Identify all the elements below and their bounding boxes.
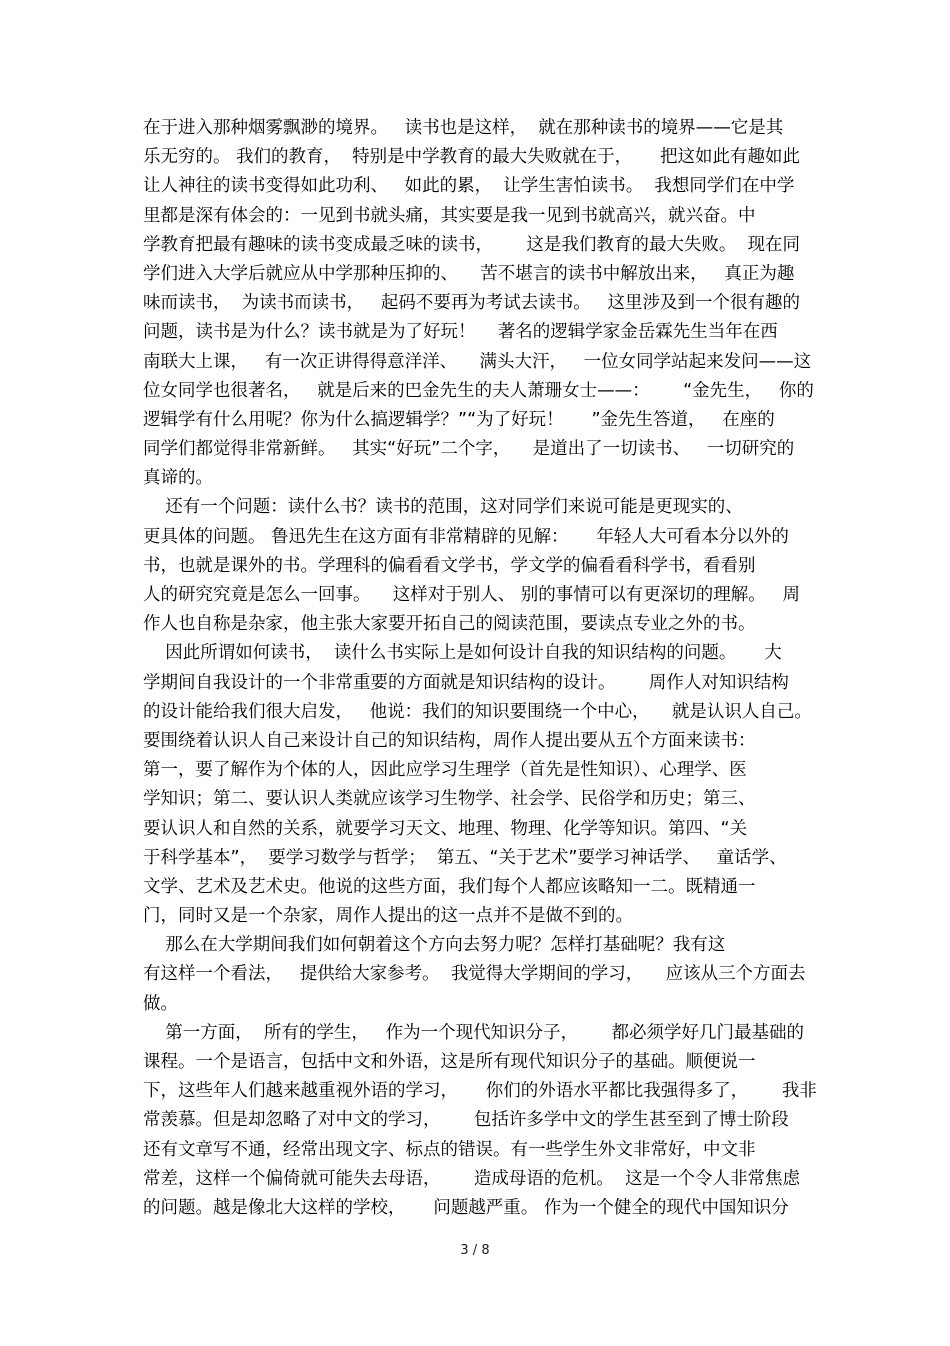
text-line: 还有一个问题：读什么书？读书的范围，这对同学们来说可能是更现实的、 <box>143 497 743 518</box>
text-line: 逻辑学有什么用呢？你为什么搞逻辑学？”“为了好玩！ ”金先生答道， 在座的 <box>143 409 775 430</box>
text-line: 味而读书， 为读书而读书， 起码不要再为考试去读书。 这里涉及到一个很有趣的 <box>143 293 800 314</box>
text-line: 学们进入大学后就应从中学那种压抑的、 苦不堪言的读书中解放出来， 真正为趣 <box>143 263 795 284</box>
text-line: 的问题。越是像北大这样的学校， 问题越严重。 作为一个健全的现代中国知识分 <box>143 1197 789 1218</box>
page-number: 3 / 8 <box>460 1243 490 1258</box>
text-line: 常差，这样一个偏倚就可能失去母语， 造成母语的危机。 这是一个令人非常焦虑 <box>143 1168 800 1189</box>
text-line: 因此所谓如何读书， 读什么书实际上是如何设计自我的知识结构的问题。 大 <box>143 643 782 664</box>
text-line: 有这样一个看法， 提供给大家参考。 我觉得大学期间的学习， 应该从三个方面去 <box>143 964 806 985</box>
text-line: 学期间自我设计的一个非常重要的方面就是知识结构的设计。 周作人对知识结构 <box>143 672 789 693</box>
text-line: 位女同学也很著名， 就是后来的巴金先生的夫人萧珊女士——： “金先生， 你的 <box>143 380 814 401</box>
text-line: 还有文章写不通，经常出现文字、标点的错误。有一些学生外文非常好，中文非 <box>143 1139 756 1160</box>
text-line: 真谛的。 <box>143 468 213 489</box>
text-line: 同学们都觉得非常新鲜。 其实“好玩”二个字， 是道出了一切读书、 一切研究的 <box>143 439 795 460</box>
text-line: 里都是深有体会的：一见到书就头痛，其实要是我一见到书就高兴，就兴奋。中 <box>143 205 756 226</box>
text-line: 做。 <box>143 993 178 1014</box>
text-line: 学教育把最有趣味的读书变成最乏味的读书， 这是我们教育的最大失败。 现在同 <box>143 234 800 255</box>
text-line: 第一，要了解作为个体的人，因此应学习生理学（首先是性知识）、心理学、医 <box>143 760 747 781</box>
text-line: 于科学基本”， 要学习数学与哲学； 第五、“关于艺术”要学习神话学、 童话学、 <box>143 847 787 868</box>
text-line: 人的研究究竟是怎么一回事。 这样对于别人、 别的事情可以有更深切的理解。 周 <box>143 585 800 605</box>
text-line: 要围绕着认识人自己来设计自己的知识结构，周作人提出要从五个方面来读书： <box>143 730 756 751</box>
text-line: 要认识人和自然的关系，就要学习天文、地理、物理、化学等知识。第四、“关 <box>143 818 748 839</box>
text-line: 下，这些年人们越来越重视外语的学习， 你们的外语水平都比我强得多了， 我非 <box>143 1081 817 1102</box>
text-line: 书，也就是课外的书。学理科的偏看看文学书，学文学的偏看看科学书，看看别 <box>143 555 756 576</box>
text-line: 门，同时又是一个杂家，周作人提出的这一点并不是做不到的。 <box>143 906 633 927</box>
text-line: 更具体的问题。 鲁迅先生在这方面有非常精辟的见解： 年轻人大可看本分以外的 <box>143 526 789 547</box>
text-line: 那么在大学期间我们如何朝着这个方向去努力呢？怎样打基础呢？我有这 <box>143 935 726 956</box>
text-line: 第一方面， 所有的学生， 作为一个现代知识分子， 都必须学好几门最基础的 <box>143 1022 804 1043</box>
text-line: 让人神往的读书变得如此功利、 如此的累， 让学生害怕读书。 我想同学们在中学 <box>143 176 795 197</box>
text-line: 在于进入那种烟雾飘渺的境界。 读书也是这样， 就在那种读书的境界——它是其 <box>143 118 784 138</box>
text-line: 的设计能给我们很大启发， 他说：我们的知识要围绕一个中心， 就是认识人自己。 <box>143 701 812 722</box>
text-line: 问题，读书是为什么？读书就是为了好玩！ 著名的逻辑学家金岳霖先生当年在西 <box>143 322 778 343</box>
text-line: 作人也自称是杂家，他主张大家要开拓自己的阅读范围，要读点专业之外的书。 <box>143 614 756 635</box>
body-text <box>143 114 823 1223</box>
text-line: 常羡慕。但是却忽略了对中文的学习， 包括许多学中文的学生甚至到了博士阶段 <box>143 1110 789 1131</box>
text-line: 乐无穷的。 我们的教育， 特别是中学教育的最大失败就在于， 把这如此有趣如此 <box>143 147 800 168</box>
text-line: 学知识；第二、要认识人类就应该学习生物学、社会学、民俗学和历史；第三、 <box>143 789 756 810</box>
text-line: 南联大上课， 有一次正讲得得意洋洋、 满头大汗， 一位女同学站起来发问——这 <box>143 351 812 372</box>
text-line: 文学、艺术及艺术史。他说的这些方面，我们每个人都应该略知一二。既精通一 <box>143 876 756 897</box>
text-line: 课程。一个是语言，包括中文和外语，这是所有现代知识分子的基础。顺便说一 <box>143 1052 756 1072</box>
